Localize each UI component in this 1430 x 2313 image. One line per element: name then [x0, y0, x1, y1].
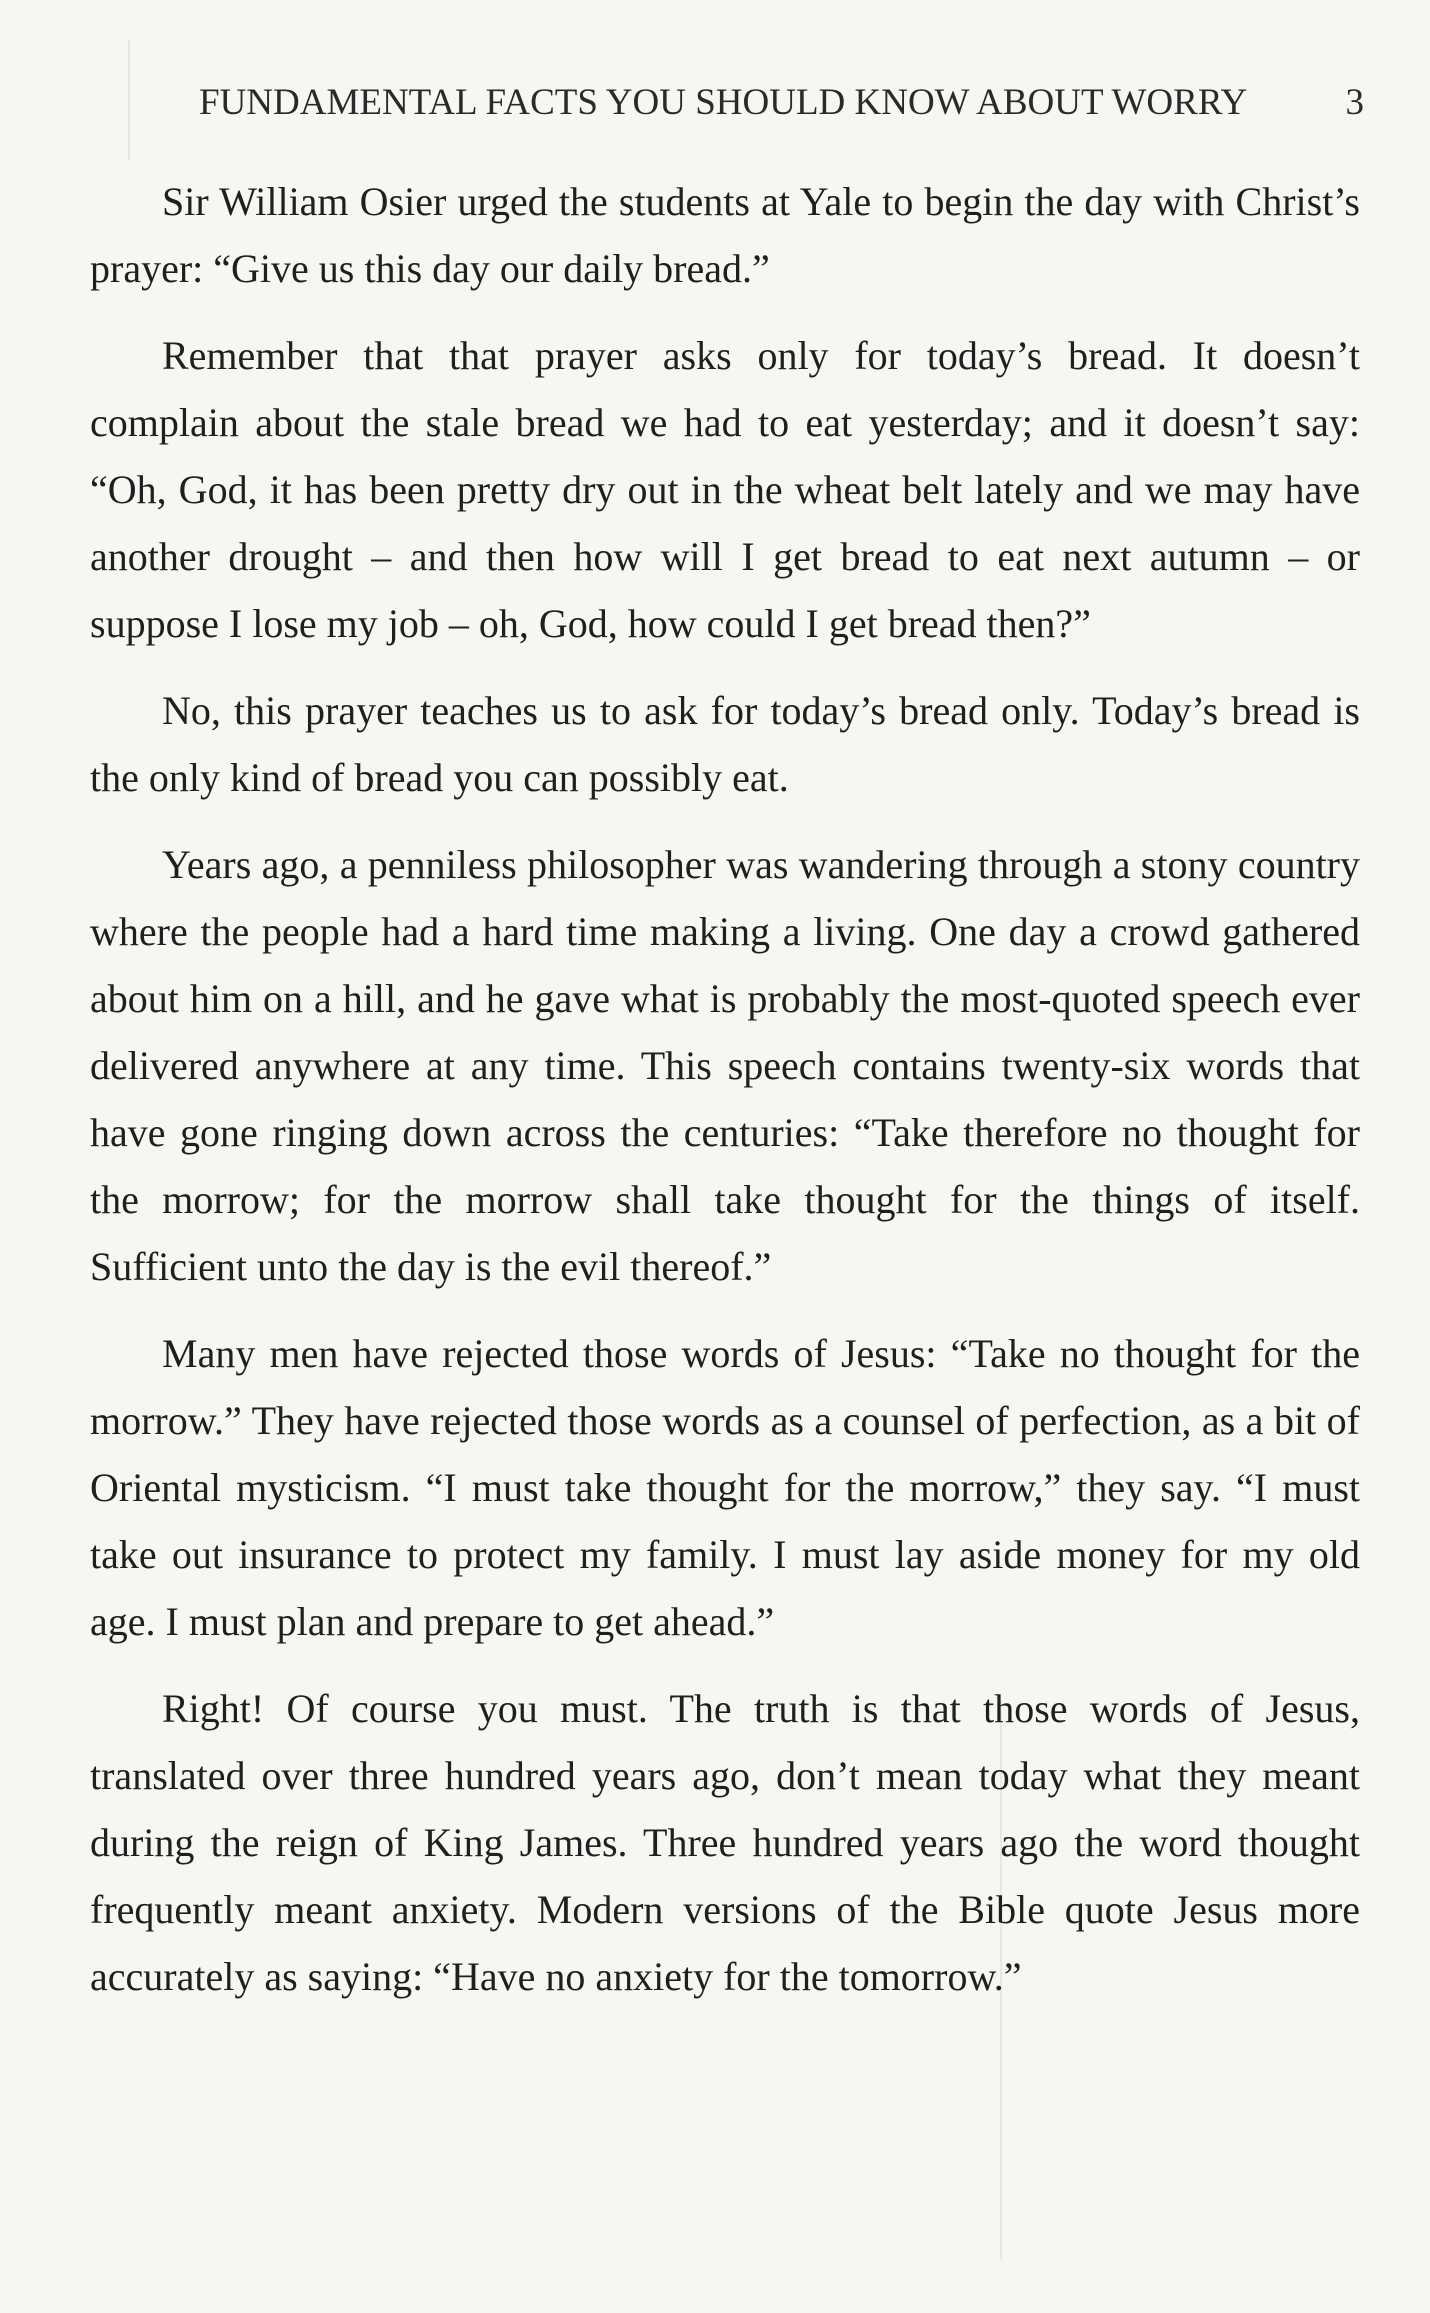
running-title: FUNDAMENTAL FACTS YOU SHOULD KNOW ABOUT WORRY: [199, 82, 1248, 123]
scan-crease-left: [128, 40, 130, 160]
paragraph: No, this prayer teaches us to ask for today’s bread only. Today’s bread is the only kind of bread you can possibly eat.: [90, 688, 1360, 800]
paragraph: Years ago, a penniless philosopher was wandering through a stony country where the people had a hard time making a living. One day a crowd gathered about him on a hill, and he gave what is probably the most-quoted speech ever delivered anywhere at any time. This speech contains twenty-six words that have gone ringing down across the centuries: “Take therefore no thought for the morrow; for the morrow shall take thought for the things of itself. Sufficient unto the day is the evil thereof.”: [90, 842, 1360, 1289]
body-text: [90, 168, 1360, 2010]
paragraph: Many men have rejected those words of Jesus: “Take no thought for the morrow.” They have rejected those words as a counsel of perfection, as a bit of Oriental mysticism. “I must take thought for the morrow,” they say. “I must take out insurance to protect my family. I must lay aside money for my old age. I must plan and prepare to get ahead.”: [90, 1331, 1360, 1644]
paragraph: Sir William Osier urged the students at Yale to begin the day with Christ’s prayer: “Give us this day our daily bread.”: [90, 179, 1360, 291]
running-head: [199, 78, 1364, 128]
paragraph: Right! Of course you must. The truth is that those words of Jesus, translated over three hundred years ago, don’t mean today what they meant during the reign of King James. Three hundred years ago the word thought frequently meant anxiety. Modern versions of the Bible quote Jesus more accurately as saying: “Have no anxiety for the tomorrow.”: [90, 1686, 1360, 1999]
page-number: 3: [1345, 82, 1364, 123]
paragraph: Remember that that prayer asks only for today’s bread. It doesn’t complain about the stale bread we had to eat yesterday; and it doesn’t say: “Oh, God, it has been pretty dry out in the wheat belt lately and we may have another drought – and then how will I get bread to eat next autumn – or suppose I lose my job – oh, God, how could I get bread then?”: [90, 333, 1360, 646]
